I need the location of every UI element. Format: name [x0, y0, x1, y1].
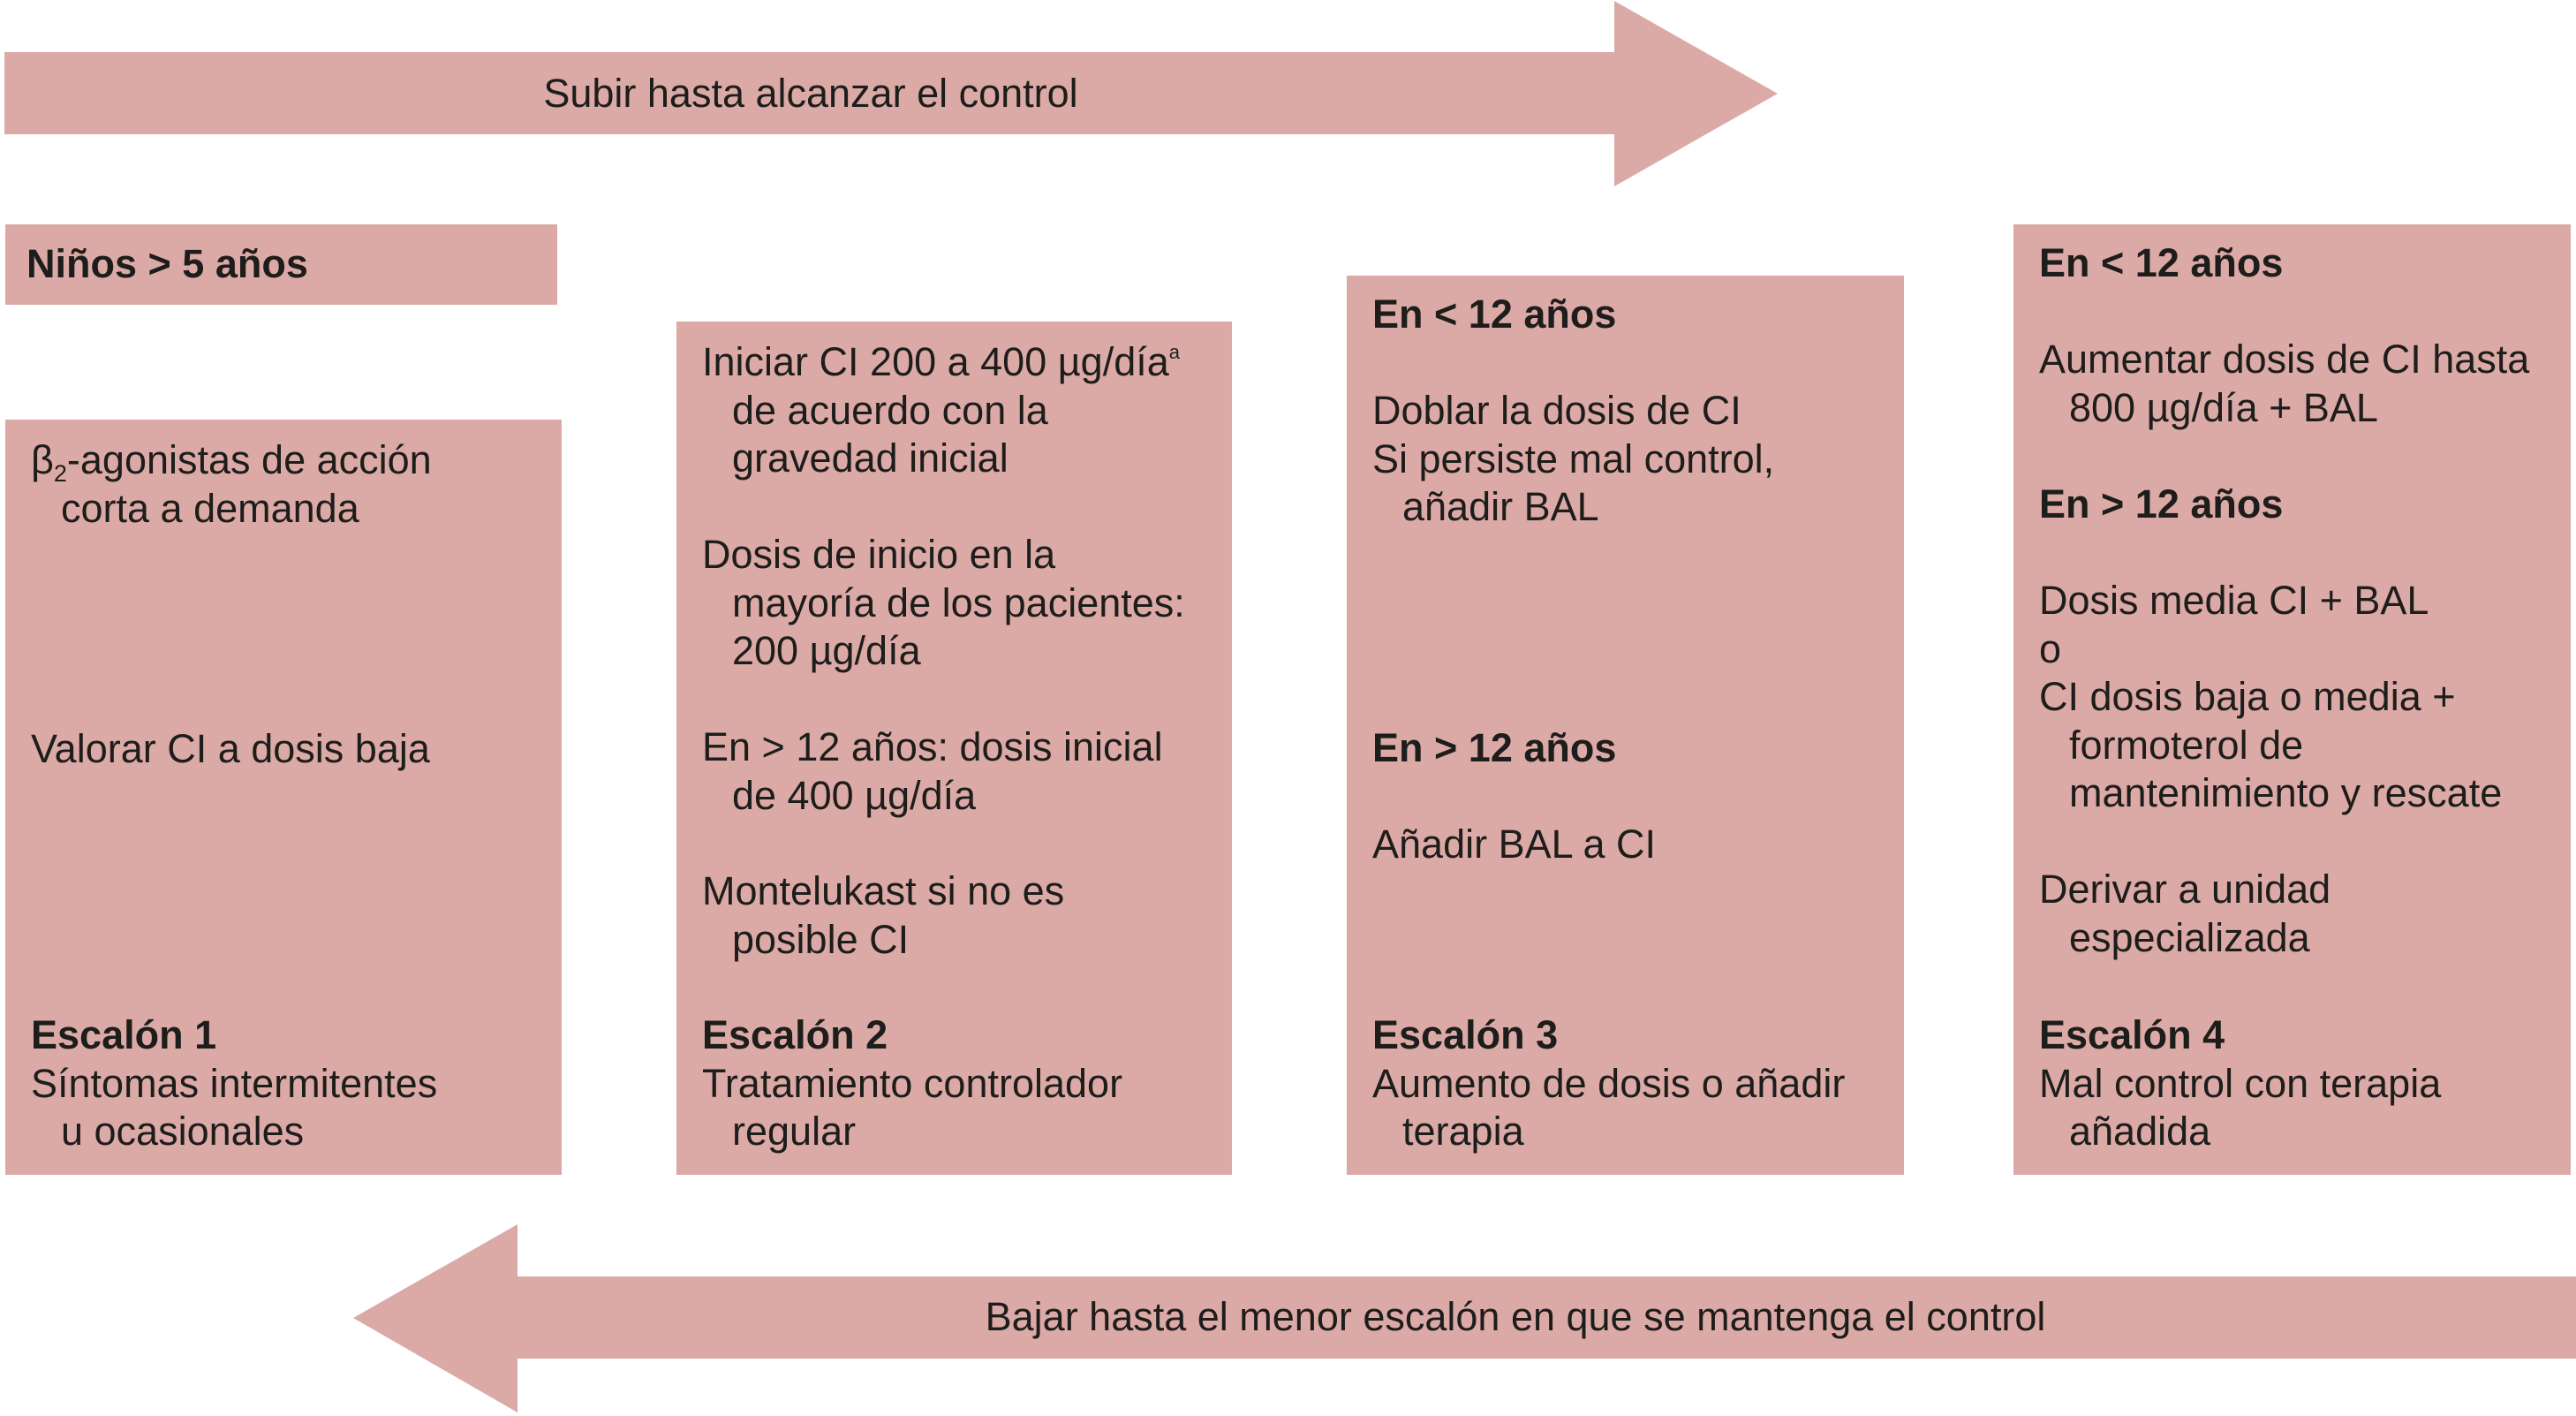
- age-group-header: [5, 224, 557, 305]
- step-1-note-2-line-1: Valorar CI a dosis baja: [31, 726, 430, 771]
- step-3-group-1-paragraph-2-line-2: añadir BAL: [1402, 484, 1599, 529]
- step-3-group-2-heading-block: [1372, 724, 1897, 773]
- step-3-summary: [1372, 1011, 1897, 1156]
- step-1-note-1-line-1: [31, 436, 555, 485]
- footnote-marker: a: [1168, 341, 1180, 363]
- step-up-arrow-label: Subir hasta alcanzar el control: [543, 71, 1078, 116]
- step-2-note-3-line-2: de 400 µg/día: [732, 772, 977, 818]
- step-4-group-2-heading-block: [2039, 481, 2564, 529]
- step-2-note-4-line-2: posible CI: [732, 916, 910, 962]
- step-2-note-2-line-2: mayoría de los pacientes:: [732, 579, 1185, 625]
- step-1-summary: [31, 1011, 555, 1156]
- age-group-header-label: Niños > 5 años: [26, 241, 308, 286]
- step-3-group-2-heading: En > 12 años: [1372, 725, 1617, 770]
- step-4-group-1-paragraph-1-line-1: Aumentar dosis de CI hasta: [2039, 337, 2530, 382]
- step-2-note-4-line-1: Montelukast si no es: [702, 868, 1065, 913]
- step-3-description-line-2: terapia: [1402, 1109, 1524, 1154]
- step-4-box: [2013, 224, 2571, 1175]
- step-4-title: Escalón 4: [2039, 1012, 2225, 1057]
- step-2-note-3: [702, 723, 1225, 820]
- step-1-note-1-line-2: corta a demanda: [61, 485, 359, 531]
- step-3-group-1-heading: En < 12 años: [1372, 292, 1617, 337]
- step-4-group-1-heading-block: [2039, 239, 2564, 288]
- step-4-group-2-paragraph-3-line-1: CI dosis baja o media +: [2039, 674, 2456, 719]
- step-2-note-1: [702, 338, 1225, 483]
- step-1-title: Escalón 1: [31, 1012, 217, 1057]
- step-4-note-1: [2039, 866, 2564, 962]
- step-4-summary: [2039, 1011, 2564, 1156]
- step-3-group-1-paragraph-1-line-1: Doblar la dosis de CI: [1372, 388, 1741, 433]
- step-2-note-2-line-1: Dosis de inicio en la: [702, 532, 1056, 577]
- step-1-note-2: [31, 725, 555, 774]
- step-1-description-line-1: Síntomas intermitentes: [31, 1060, 438, 1106]
- age-group-header-group: [26, 240, 550, 289]
- step-2-note-3-line-1: En > 12 años: dosis inicial: [702, 724, 1163, 769]
- step-2-summary: [702, 1011, 1225, 1156]
- step-4-group-1-heading: En < 12 años: [2039, 240, 2284, 285]
- step-2-note-2: [702, 531, 1225, 676]
- step-3-group-1-heading-block: [1372, 291, 1897, 339]
- step-1-note-1-line-1-text: -agonistas de acción: [66, 437, 432, 482]
- step-4-group-2-paragraphs: [2039, 577, 2564, 818]
- step-3-description-line-1: Aumento de dosis o añadir: [1372, 1060, 1846, 1106]
- step-2-box: [676, 322, 1232, 1175]
- step-1-box: [5, 420, 562, 1175]
- step-4-group-2-paragraph-3-line-3: mantenimiento y rescate: [2069, 770, 2503, 815]
- step-2-note-4: [702, 867, 1225, 964]
- step-2-note-2-line-3: 200 µg/día: [732, 628, 921, 673]
- step-2-note-1-line-1: [702, 338, 1225, 387]
- step-2-description-line-2: regular: [732, 1109, 857, 1154]
- step-2-note-1-line-1-text: Iniciar CI 200 a 400 µg/día: [702, 339, 1169, 384]
- step-3-group-1-paragraph-2-line-1: Si persiste mal control,: [1372, 435, 1775, 481]
- step-4-description-line-2: añadida: [2069, 1109, 2211, 1154]
- beta-subscript: 2: [53, 460, 67, 487]
- step-4-group-2-paragraph-1-line-1: Dosis media CI + BAL: [2039, 578, 2429, 623]
- step-4-group-2-paragraph-2-line-1: o: [2039, 625, 2062, 671]
- step-2-note-1-line-3: gravedad inicial: [732, 435, 1008, 481]
- beta-symbol: β: [31, 437, 54, 482]
- step-1-note-1: [31, 436, 555, 533]
- step-4-note-1-line-1: Derivar a unidad: [2039, 867, 2331, 912]
- step-1-description-line-2: u ocasionales: [61, 1109, 305, 1154]
- step-3-title: Escalón 3: [1372, 1012, 1559, 1057]
- step-4-note-1-line-2: especializada: [2069, 914, 2310, 960]
- step-3-group-1-paragraphs: [1372, 387, 1897, 532]
- step-3-group-2-paragraphs: [1372, 821, 1897, 869]
- step-4-group-2-heading: En > 12 años: [2039, 481, 2284, 526]
- step-3-box: [1347, 276, 1904, 1175]
- step-4-group-2-paragraph-3-line-2: formoterol de: [2069, 722, 2304, 768]
- step-4-group-1-paragraph-1-line-2: 800 µg/día + BAL: [2069, 384, 2378, 430]
- step-2-note-1-line-2: de acuerdo con la: [732, 387, 1048, 433]
- step-4-group-1-paragraphs: [2039, 336, 2564, 432]
- step-2-title: Escalón 2: [702, 1012, 888, 1057]
- step-down-arrow-label: Bajar hasta el menor escalón en que se mantenga el control: [985, 1294, 2046, 1339]
- step-4-description-line-1: Mal control con terapia: [2039, 1060, 2442, 1106]
- step-3-group-2-paragraph-1-line-1: Añadir BAL a CI: [1372, 822, 1656, 867]
- step-2-description-line-1: Tratamiento controlador: [702, 1060, 1123, 1106]
